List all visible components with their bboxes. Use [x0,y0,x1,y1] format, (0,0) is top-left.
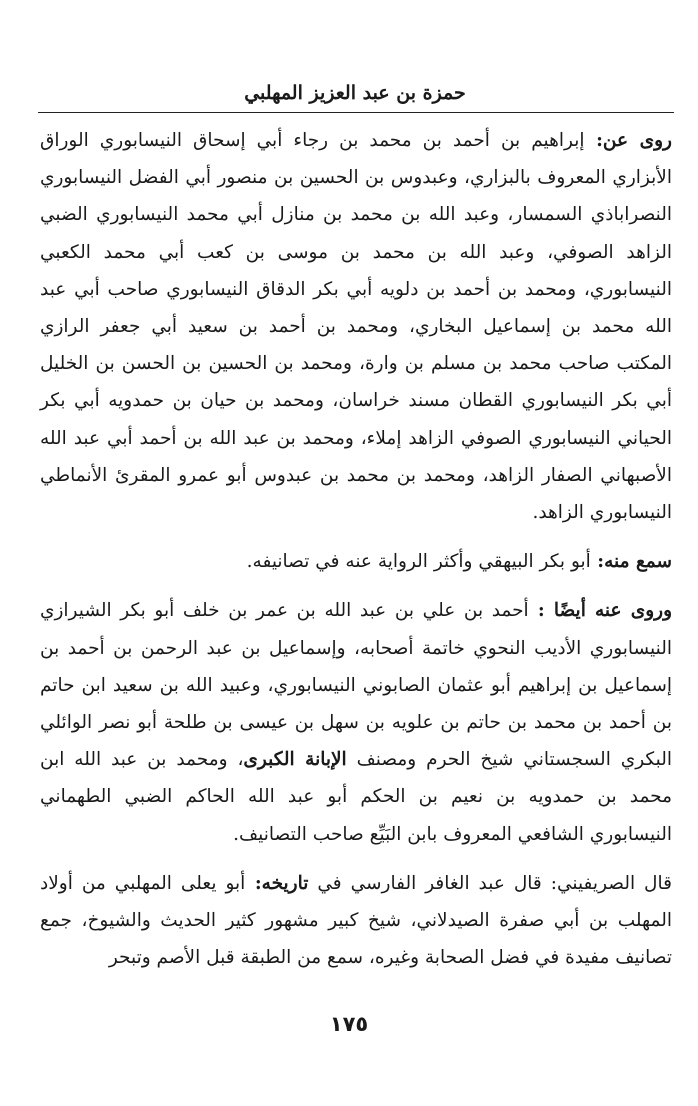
label-separator: : [584,130,603,151]
paragraph-label: سمع منه [604,551,672,573]
paragraph-label: روى عن [602,130,672,151]
page-number: ١٧٥ [329,1012,369,1036]
paragraph-also-narrated [40,592,672,852]
paragraph-label: وروى عنه أيضًا [553,600,673,622]
paragraph-text-continued: ، ومحمد بن عبد الله ابن محمد بن حمدويه بن نعيم بن الحكم أبو عبد الله الحاكم الضبي الطهماني النيسابوري الشافعي المعروف بابن البَيِّع صاحب التصانيف. [40,749,672,845]
header-rule [38,112,674,113]
book-title: تاريخه [261,872,309,894]
paragraph-text: أحمد بن علي بن عبد الله بن عمر بن خلف أبو بكر الشيرازي النيسابوري الأديب النحوي خاتمة أصحابه، وإسماعيل بن عبد الرحمن بن أحمد بن إسماعيل بن إبراهيم أبو عثمان الصابوني النيسابوري، وعبيد الله بن سعيد ابن حاتم بن أحمد بن محمد بن حاتم بن علويه بن سهل بن عيسى بن طلحة أبو نصر الوائلي البكري السجستاني شيخ الحرم ومصنف [40,600,673,771]
book-title: الإبانة الكبرى [243,749,347,771]
paragraph-sarifini-quote [40,865,672,977]
paragraph-narrated-from [40,122,672,531]
paragraph-text-continued: أبو يعلى المهلبي من أولاد المهلب بن أبي صفرة الصيدلاني، شيخ كبير مشهور كثير الحديث والشيوخ، جمع تصانيف مفيدة في فضل الصحابة وغيره، سمع من الطبقة قبل الأصم وتبحر [40,872,672,969]
paragraph-heard-from-him [40,543,672,580]
label-separator: : [528,600,554,622]
label-separator: : [245,872,262,894]
main-text [40,122,672,976]
paragraph-text: أبو بكر البيهقي وأكثر الرواية عنه في تصانيفه. [246,551,591,573]
running-title: حمزة بن عبد العزيز المهلبي [244,82,466,104]
paragraph-text: إبراهيم بن أحمد بن محمد بن رجاء أبي إسحاق النيسابوري الوراق الأبزاري المعروف بالبزاري، وعبدوس بن الحسين بن منصور أبي الفضل النيسابوري النصراباذي السمسار، وعبد الله بن محمد بن منازل أبي محمد النيسابوري الضبي الزاهد الصوفي، وعبد الله بن محمد بن موسى بن كعب أبي محمد الكعبي النيسابوري، ومحمد بن أحمد بن دلويه أبي بكر الدقاق النيسابوري صاحب أبي عبد الله محمد بن إسماعيل البخاري، ومحمد بن أحمد بن سعيد أبي جعفر الرازي المكتب صاحب محمد بن مسلم بن وارة، ومحمد بن الحسين بن الحسن بن الخليل أبي بكر النيسابوري القطان مسند خراسان، ومحمد بن حيان بن حمدويه أبي بكر الحياني النيسابوري الصوفي الزاهد إملاء، ومحمد بن عبد الله بن أحمد أبي عبد الله الأصبهاني الصفار الزاهد، ومحمد بن محمد بن عبدوس أبو عمرو المقرئ الأنماطي النيسابوري الزاهد. [40,130,672,524]
label-separator: : [590,551,605,573]
paragraph-text: قال الصريفيني: قال عبد الغافر الفارسي في [308,872,672,894]
